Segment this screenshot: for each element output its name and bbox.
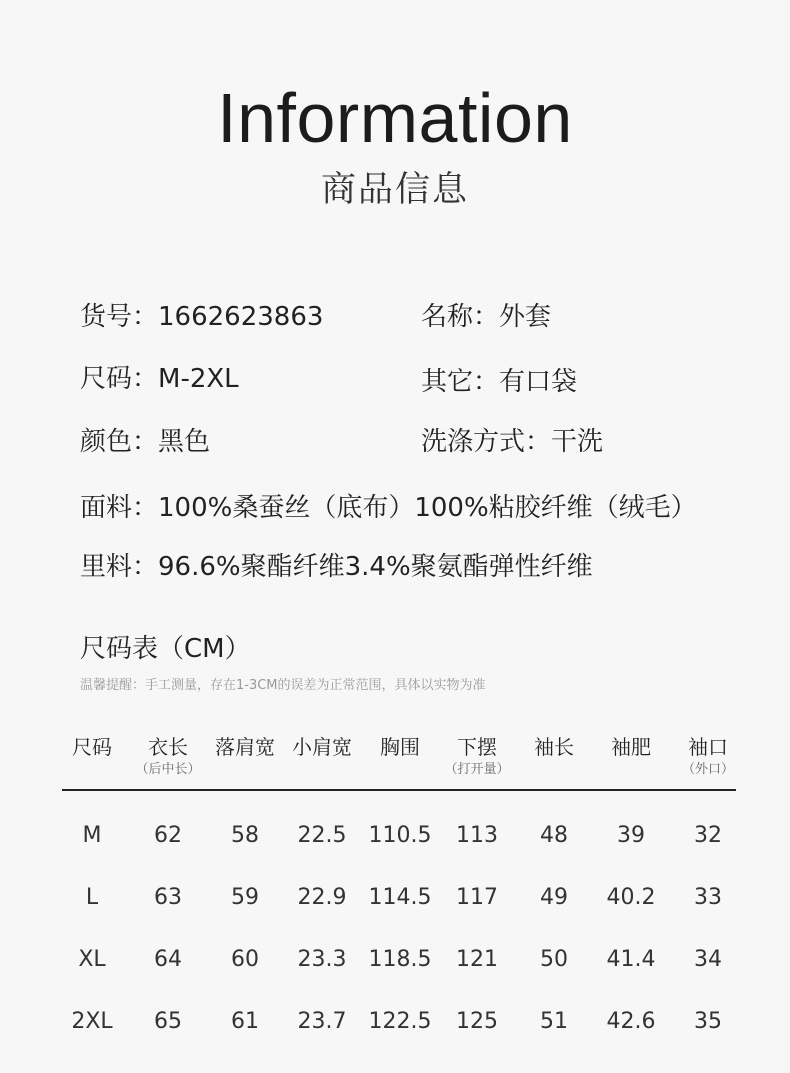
table-cell: 51 <box>540 1009 568 1034</box>
table-cell: 113 <box>456 823 498 848</box>
table-cell: 60 <box>231 947 259 972</box>
table-cell: 23.7 <box>297 1009 347 1034</box>
table-cell: 110.5 <box>368 823 432 848</box>
page-subtitle: 商品信息 <box>320 170 469 210</box>
measurement-tip: 温馨提醒：手工测量，存在1-3CM的误差为正常范围，具体以实物为准 <box>80 678 486 693</box>
table-row <box>62 940 736 980</box>
table-cell: 22.5 <box>297 823 347 848</box>
table-row <box>62 1002 736 1042</box>
info-value: 外套 <box>499 302 552 332</box>
info-label: 里料： <box>80 552 159 582</box>
info-fabric <box>80 491 697 525</box>
info-label: 洗涤方式： <box>421 427 552 457</box>
table-cell: 114.5 <box>368 885 432 910</box>
table-cell: 39 <box>617 823 645 848</box>
column-name: 小肩宽 <box>292 735 352 759</box>
table-cell: 61 <box>231 1009 259 1034</box>
column-header <box>278 733 366 761</box>
column-header <box>510 733 598 761</box>
column-name: 袖口 <box>688 735 728 759</box>
column-name: 袖长 <box>534 735 574 759</box>
info-other <box>421 365 577 399</box>
table-cell: 62 <box>154 823 182 848</box>
table-cell: 22.9 <box>297 885 347 910</box>
info-label: 面料： <box>80 493 159 523</box>
info-label: 尺码： <box>80 364 159 394</box>
size-chart-title: 尺码表（CM） <box>80 634 251 664</box>
size-table-header <box>62 733 736 791</box>
table-cell: 65 <box>154 1009 182 1034</box>
column-note: （外口） <box>681 762 734 777</box>
info-value: 有口袋 <box>499 367 578 397</box>
table-cell: 2XL <box>71 1009 113 1034</box>
table-cell: 40.2 <box>606 885 656 910</box>
table-cell: 122.5 <box>368 1009 432 1034</box>
column-header <box>356 733 444 761</box>
table-cell: 125 <box>456 1009 498 1034</box>
page-title: Information <box>217 79 573 157</box>
info-value: 100%桑蚕丝（底布）100%粘胶纤维（绒毛） <box>158 493 697 523</box>
info-name <box>421 300 551 334</box>
info-wash <box>421 425 603 459</box>
table-cell: L <box>85 885 99 910</box>
table-cell: M <box>82 823 102 848</box>
info-color <box>80 425 210 459</box>
info-value: M-2XL <box>158 364 239 394</box>
table-cell: 64 <box>154 947 182 972</box>
column-header <box>433 733 521 779</box>
column-name: 衣长 <box>148 735 188 759</box>
table-cell: 117 <box>456 885 498 910</box>
column-header <box>587 733 675 761</box>
column-name: 尺码 <box>72 735 112 759</box>
table-cell: 58 <box>231 823 259 848</box>
table-cell: 121 <box>456 947 498 972</box>
table-cell: 59 <box>231 885 259 910</box>
column-header <box>124 733 212 779</box>
column-header <box>48 733 136 761</box>
info-size <box>80 362 239 396</box>
column-header <box>664 733 752 779</box>
table-cell: 49 <box>540 885 568 910</box>
table-cell: 33 <box>694 885 722 910</box>
info-label: 货号： <box>80 302 159 332</box>
column-name: 下摆 <box>457 735 497 759</box>
column-name: 袖肥 <box>611 735 651 759</box>
column-note: （后中长） <box>135 762 201 777</box>
table-cell: 42.6 <box>606 1009 656 1034</box>
info-label: 颜色： <box>80 427 159 457</box>
info-label: 名称： <box>421 302 500 332</box>
table-cell: 41.4 <box>606 947 656 972</box>
table-cell: 50 <box>540 947 568 972</box>
table-cell: 63 <box>154 885 182 910</box>
column-header <box>201 733 289 761</box>
info-value: 黑色 <box>158 427 211 457</box>
table-row <box>62 816 736 856</box>
info-value: 干洗 <box>551 427 604 457</box>
info-value: 1662623863 <box>158 302 324 332</box>
table-cell: 32 <box>694 823 722 848</box>
column-name: 落肩宽 <box>215 735 275 759</box>
table-cell: 48 <box>540 823 568 848</box>
table-cell: XL <box>78 947 106 972</box>
table-cell: 118.5 <box>368 947 432 972</box>
column-name: 胸围 <box>380 735 420 759</box>
info-value: 96.6%聚酯纤维3.4%聚氨酯弹性纤维 <box>158 552 593 582</box>
table-row <box>62 878 736 918</box>
table-cell: 23.3 <box>297 947 347 972</box>
info-item-number <box>80 300 323 334</box>
table-cell: 34 <box>694 947 722 972</box>
table-cell: 35 <box>694 1009 722 1034</box>
info-lining <box>80 550 593 584</box>
info-label: 其它： <box>421 367 500 397</box>
column-note: （打开量） <box>444 762 510 777</box>
